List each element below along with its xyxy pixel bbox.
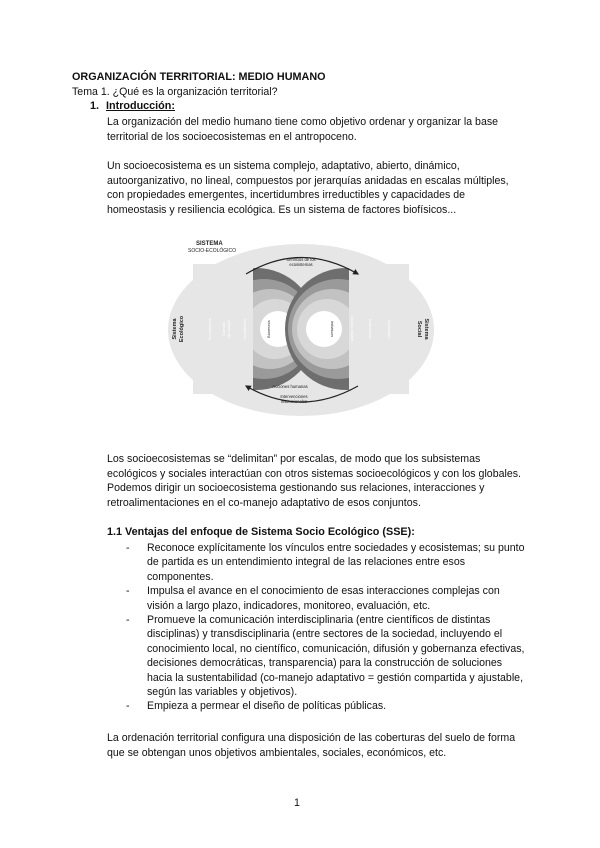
diagram-title-line2: SOCIO-ECOLÓGICO — [188, 248, 237, 254]
list-item-text: Reconoce explícitamente los vínculos entre sociedades y ecosistemas; su punto de partida es un entendimiento integral de las relaciones entre esos componentes. — [147, 542, 525, 583]
bullet-dash: - — [126, 614, 130, 627]
ecosystems-ring-label: ecosistemas — [243, 319, 247, 339]
individuals-core — [306, 311, 342, 347]
diagram-title-line1: SISTEMA — [196, 241, 223, 247]
scales-paragraph: Los socioecosistemas se “delimitan” por escalas, de modo que los subsistemas ecológicos y sociales interactúan con otros sistemas socioecológicos y con los globales. Podemos dirigir un socioecosistema gestionando sus relaciones, interacciones y retroalimentaciones en el co-manejo adaptativo de esos conjuntos. — [107, 453, 521, 509]
ecoregions-ring-label: Ecorregiones — [208, 318, 212, 340]
list-item-text: Empieza a permear el diseño de políticas públicas. — [147, 700, 387, 713]
bullet-dash: - — [126, 542, 130, 554]
social-groups-ring-label: Grupos sociales — [350, 316, 354, 342]
right-cut — [349, 264, 409, 394]
topic-subtitle: Tema 1. ¿Qué es la organización territorial? — [72, 86, 278, 98]
subsection-heading-ventajas: 1.1 Ventajas del enfoque de Sistema Socio Ecológico (SSE): — [107, 526, 415, 538]
social-system-label-2: Social — [416, 320, 422, 338]
list-item — [107, 613, 527, 699]
section-title: Introducción: — [106, 100, 175, 112]
landscape-ring-label: tipo paisaje — [227, 319, 231, 339]
individuals-label: Individuos — [330, 320, 334, 338]
ecological-system-label-2: Ecológico — [179, 315, 185, 343]
list-item — [107, 541, 527, 584]
advantages-list — [107, 541, 527, 714]
human-actions-label: Acciones humanas — [272, 384, 308, 389]
institutional-interventions-label-2: institucionales — [280, 399, 308, 404]
list-item — [107, 699, 527, 713]
ecosystem-services-label-1: Servicios de los — [286, 257, 316, 262]
list-item — [107, 584, 527, 613]
document-title: ORGANIZACIÓN TERRITORIAL: MEDIO HUMANO — [72, 71, 326, 83]
closing-paragraph: La ordenación territorial configura una disposición de las coberturas del suelo de forma que se obtengan unos objetivos ambientales, sociales, económicos, etc. — [107, 732, 516, 759]
socioecosystem-definition-paragraph: Un socioecosistema es un sistema complejo, adaptativo, abierto, dinámico, autoorganizativo, no lineal, compuestos por jerarquías anidadas en escalas múltiples, con propiedades emergentes, incertidumbres irreductibles y capacidades de homeostasis y resiliencia ecológica. Es un sistema de factores biofísicos... — [107, 160, 509, 216]
bullet-dash: - — [126, 585, 130, 598]
institutions-ring-label: Instituciones — [368, 319, 372, 339]
biocenosis-label: Biocenosis — [267, 320, 271, 338]
institutional-interventions-label-1: Intervenciones — [280, 394, 308, 399]
watersheds-ring-label: Cuencas — [222, 321, 226, 337]
section-heading-introduccion — [90, 100, 175, 112]
ecosystem-services-label-2: ecosistemas — [289, 262, 313, 267]
page-number: 1 — [294, 797, 300, 809]
societies-ring-label: Sociedades — [387, 319, 391, 339]
list-item-text: Impulsa el avance en el conocimiento de esas interacciones complejas con visión a largo plazo, indicadores, monitoreo, evaluación, etc. — [147, 585, 500, 612]
social-system-label-1: Sistema — [423, 318, 429, 340]
section-number: 1. — [90, 100, 100, 112]
list-item-text: Promueve la comunicación interdisciplinaria (entre científicos de distintas disciplinas) y transdisciplinaria (entre sectores de la sociedad, incluyendo el conocimiento local, no científico, comunicación, difusión y gobernanza efectivas, decisiones democráticas, transparencia) para la construcción de soluciones hacia la sustentabilidad (co-manejo adaptativo = gestión compartida y ajustable, según las variables y objetivos). — [147, 614, 525, 699]
socio-ecological-system-diagram — [166, 236, 436, 420]
intro-paragraph: La organización del medio humano tiene como objetivo ordenar y organizar la base territorial de los socioecosistemas en el antropoceno. — [107, 116, 499, 143]
ecological-system-label-1: Sistema — [172, 318, 178, 340]
bullet-dash: - — [126, 700, 130, 713]
